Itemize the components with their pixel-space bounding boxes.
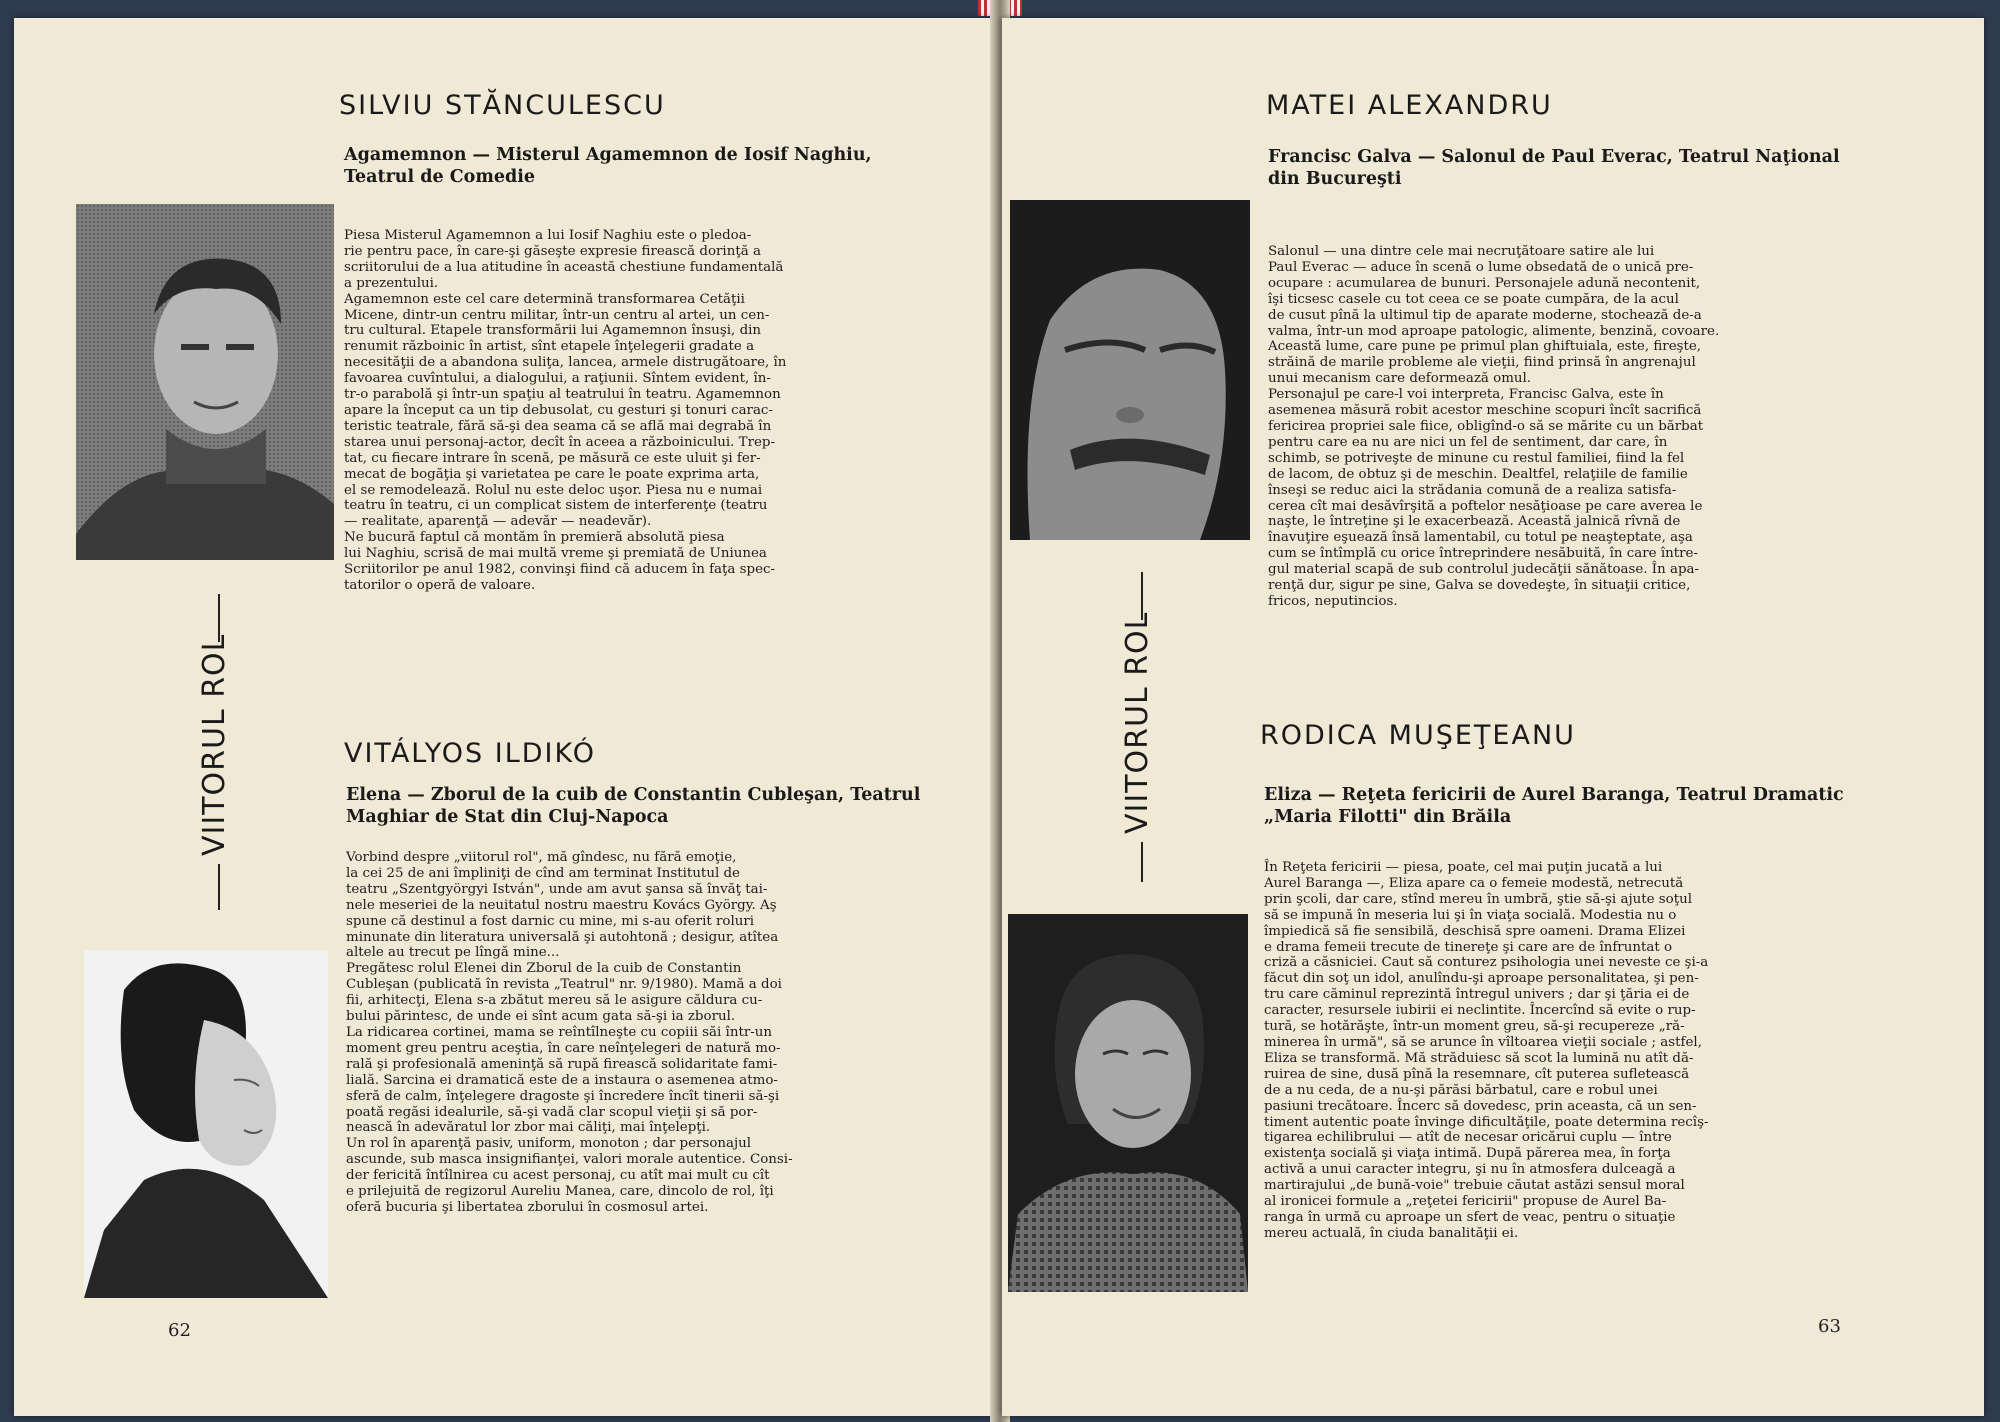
label-rule-bottom xyxy=(218,864,220,910)
label-rule-bottom xyxy=(1141,842,1143,882)
article3-name: MATEI ALEXANDRU xyxy=(1266,90,1553,121)
actor-photo-rodica-museteanu xyxy=(1008,914,1248,1292)
article2-body: Vorbind despre „viitorul rol", mă gîndesc, nu fără emoţie, la cei 25 de ani împliniţi de cînd am terminat Institutul de teatru „Szentgyörgyi István", unde am avut şansa să învăţ tai- nele meseriei de la neuitatul nostru maestru Kovács György. Aş spune că destinul a fost darnic cu mine, mi s-au oferit roluri minunate din literatura universală şi autohtonă ; desigur, atîtea altele au trecut pe lîngă mine... Pregătesc rolul Elenei din Zborul de la cuib de Constantin Cubleşan (publicată în revista „Teatrul" nr. 9/1980). Mamă a doi fii, arhitecţi, Elena s-a zbătut mereu să le asigure căldura cu- bului părintesc, de unde ei sînt acum gata să-şi ia zborul. La ridicarea cortinei, mama se reîntîlneşte cu copiii săi într-un moment greu pentru aceştia, în care neînţelegeri de natură mo- rală şi profesională ameninţă să rupă firească solidaritate fami- lială. Sarcina ei dramatică este de a instaura o asemenea atmo- sferă de calm, înţelegere dragoste şi încredere încît tinerii să-şi poată regăsi idealurile, să-şi vadă clar scopul vieţii şi să por- nească în adevăratul lor zbor mai căliţi, mai înţelepţi. Un rol în aparenţă pasiv, uniform, monoton ; dar personajul ascunde, sub masca insignifianţei, valori morale autentice. Consi- der fericită întîlnirea cu acest personaj, cu atît mai mult cu cît e prilejuită de regizorul Aureliu Manea, care, dincolo de rol, îţi oferă bucuria şi libertatea zborului în cosmosul artei. xyxy=(346,850,793,1215)
page-number-left: 62 xyxy=(168,1320,191,1341)
article4-name: RODICA MUŞEŢEANU xyxy=(1260,720,1576,751)
article2-role: Elena — Zborul de la cuib de Constantin Cubleşan, Teatrul Maghiar de Stat din Cluj-Napoca xyxy=(346,785,921,827)
vertical-label-left xyxy=(197,594,241,914)
actor-photo-vitalyos-ildiko xyxy=(84,950,328,1298)
page-number-right: 63 xyxy=(1818,1316,1841,1337)
article3-body: Salonul — una dintre cele mai necruţătoare satire ale lui Paul Everac — aduce în scenă o lume obsedată de o unică pre- ocupare : acumularea de bunuri. Personajele adună necontenit, îşi ticsesc casele cu tot ceea ce se poate cumpăra, de la acul de cusut pînă la ultimul tip de aparate moderne, stochează de-a valma, într-un mod aproape patologic, alimente, benzină, covoare. Această lume, care pune pe primul plan ghiftuiala, este, fireşte, străină de marile probleme ale vieţii, fiind prinsă în angrenajul unui mecanism care deformează omul. Personajul pe care-l voi interpreta, Francisc Galva, este în asemenea măsură robit acestor meschine scopuri încît sacrifică fericirea propriei sale fiice, obligînd-o să se mărite cu un bărbat pentru care ea nu are nici un fel de sentiment, dar care, în schimb, se potriveşte de minune cu restul familiei, fiind la fel de lacom, de obtuz şi de meschin. Dealtfel, relaţiile de familie înseşi se reduc aici la strădania comună de a realiza satisfa- cerea cît mai desăvîrşită a poftelor nesăţioase pe care averea le naşte, le întreţine şi le exacerbează. Această jalnică rîvnă de înavuţire eşuează însă lamentabil, cu totul pe neaşteptate, aşa cum se întîmplă cu orice întreprindere nesăbuită, în care între- gul material scapă de sub controlul judecăţii sănătoase. În apa- renţă dur, sigur pe sine, Galva se dovedeşte, în situaţii critice, fricos, neputincios. xyxy=(1268,244,1720,609)
actor-photo-silviu-stanculescu xyxy=(76,204,334,560)
actor-photo-matei-alexandru xyxy=(1010,200,1250,540)
right-page xyxy=(1002,18,1984,1416)
article2-name: VITÁLYOS ILDIKÓ xyxy=(344,738,596,769)
article3-role: Francisc Galva — Salonul de Paul Everac, Teatrul Naţional din Bucureşti xyxy=(1268,147,1840,189)
article1-role: Agamemnon — Misterul Agamemnon de Iosif Naghiu, Teatrul de Comedie xyxy=(344,145,872,187)
article4-body: În Reţeta fericirii — piesa, poate, cel mai puţin jucată a lui Aurel Baranga —, Eliza apare ca o femeie modestă, netrecută prin şcoli, dar care, stînd mereu în umbră, ştie să-şi ajute soţul să se impună în meseria lui şi în viaţa socială. Modestia nu o împiedică să fie sensibilă, deschisă spre oameni. Drama Elizei e drama femeii trecute de tinereţe şi care are de înfruntat o criză a căsniciei. Caut să conturez psihologia unei neveste ce şi-a făcut din soţ un idol, anulîndu-şi aproape personalitatea, şi pen- tru care căminul reprezintă întregul univers ; dar şi ţăria ei de caracter, resursele iubirii ei neclintite. Încercînd să evite o rup- tură, se hotărăşte, într-un moment greu, să-şi recupereze „ră- minerea în urmă", să se arunce în vîltoarea vieţii sociale ; astfel, Eliza se transformă. Mă străduiesc să scot la lumină nu atît dă- ruirea de sine, dusă pînă la resemnare, cît puterea sufletească de a nu ceda, de a nu-şi părăsi bărbatul, care e robul unei pasiuni trecătoare. Încerc să dovedesc, prin aceasta, că un sen- timent autentic poate învinge dificultăţile, poate determina recîş- tigarea echilibrului — atît de necesar oricărui cuplu — între existenţa socială şi viaţa intimă. După părerea mea, în forţa activă a unui caracter integru, şi nu în atmosfera dulceagă a martirajului „de bună-voie" trebuie căutat astăzi sensul moral al ironicei formule a „reţetei fericirii" propuse de Aurel Ba- ranga în urmă cu aproape un sfert de veac, pentru o situaţie mereu actuală, în ciuda banalităţii ei. xyxy=(1264,860,1709,1241)
vertical-label-text: VIITORUL ROL xyxy=(197,633,232,856)
vertical-label-text: VIITORUL ROL xyxy=(1120,611,1155,834)
vertical-label-right xyxy=(1120,572,1164,882)
article4-role: Eliza — Reţeta fericirii de Aurel Baranga, Teatrul Dramatic „Maria Filotti" din Brăila xyxy=(1264,785,1844,827)
article1-name: SILVIU STĂNCULESCU xyxy=(339,90,666,121)
article1-body: Piesa Misterul Agamemnon a lui Iosif Naghiu este o pledoa- rie pentru pace, în care-şi găseşte expresie firească dorinţă a scriitorului de a lua atitudine în această chestiune fundamentală a prezentului. Agamemnon este cel care determină transformarea Cetăţii Micene, dintr-un centru militar, într-un centru al artei, un cen- tru cultural. Etapele transformării lui Agamemnon însuşi, din renumit războinic în artist, sînt etapele înţelegerii gradate a necesităţii de a abandona suliţa, lancea, armele distrugătoare, în favoarea cuvîntului, a dialogului, a raţiunii. Sîntem evident, în- tr-o parabolă şi într-un spaţiu al teatrului în teatru. Agamemnon apare la început ca un tip debusolat, cu gesturi şi tonuri carac- teristic teatrale, fără să-şi dea seama că se află mai degrabă în starea unui personaj-actor, decît în aceea a războinicului. Trep- tat, cu fiecare intrare în scenă, pe măsură ce este uluit şi fer- mecat de bogăţia şi varietatea pe care le poate exprima arta, el se remodelează. Rolul nu este deloc uşor. Piesa nu e numai teatru în teatru, ci un complicat sistem de interferenţe (teatru — realitate, aparenţă — adevăr — neadevăr). Ne bucură faptul că montăm în premieră absolută piesa lui Naghiu, scrisă de mai multă vreme şi premiată de Uniunea Scriitorilor pe anul 1982, convinşi fiind că aducem în faţa spec- tatorilor o operă de valoare. xyxy=(344,228,787,593)
left-page xyxy=(14,18,998,1416)
